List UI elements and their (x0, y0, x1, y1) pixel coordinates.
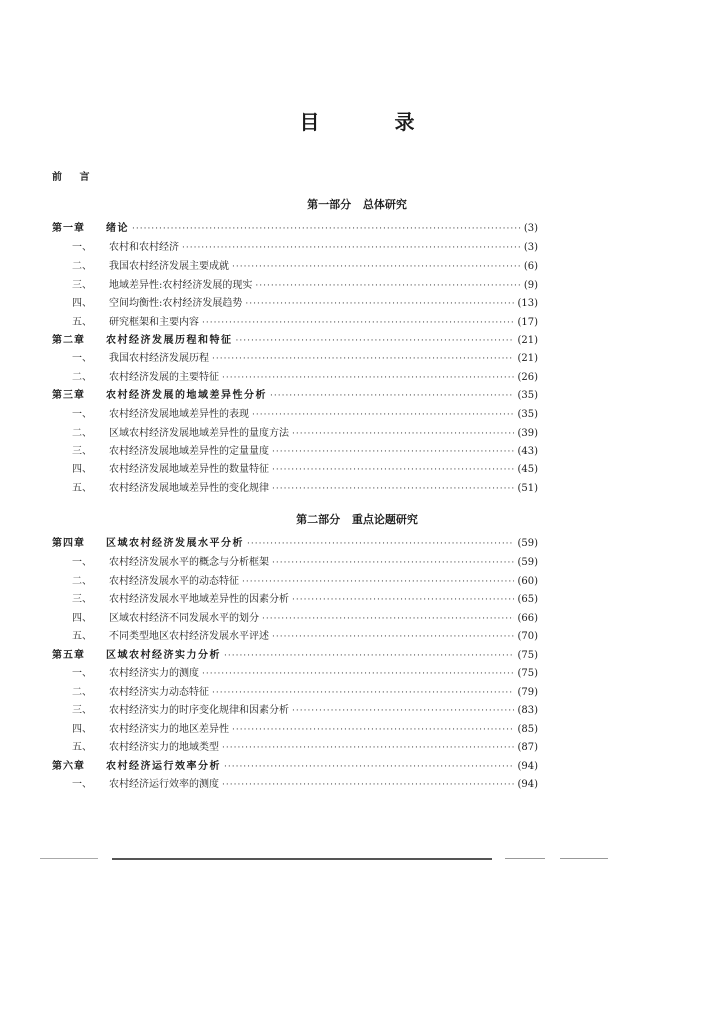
toc-chapter-1 (52, 221, 538, 237)
toc-page: (13) (517, 298, 538, 309)
toc-section (52, 703, 538, 719)
toc-section (52, 685, 538, 701)
toc-section (52, 777, 538, 793)
toc-page: (65) (517, 594, 538, 605)
page-title: 目 录 (299, 110, 449, 134)
leader-dots (222, 370, 514, 386)
toc-section (52, 278, 538, 294)
toc-number: 第六章 (52, 761, 85, 772)
toc-section (52, 666, 538, 682)
toc-section (52, 240, 538, 256)
scan-rule (560, 858, 608, 859)
toc-title: 农村经济实力动态特征 (109, 687, 209, 698)
leader-dots (212, 685, 514, 701)
scan-rule (505, 858, 545, 859)
toc-page: (21) (517, 353, 538, 364)
toc-number: 四、 (72, 724, 92, 735)
toc-number: 四、 (72, 613, 92, 624)
toc-number: 第三章 (52, 390, 85, 401)
preface-entry: 前 言 (52, 172, 97, 183)
toc-title: 农村和农村经济 (109, 242, 179, 253)
toc-page: (43) (517, 446, 538, 457)
toc-page: (45) (517, 464, 538, 475)
toc-number: 四、 (72, 298, 92, 309)
leader-dots (252, 407, 514, 423)
toc-section (52, 629, 538, 645)
toc-page: (60) (517, 576, 538, 587)
toc-page: (3) (523, 242, 538, 253)
toc-number: 五、 (72, 742, 92, 753)
toc-page: (94) (517, 779, 538, 790)
toc-number: 二、 (72, 687, 92, 698)
toc-section (52, 592, 538, 608)
toc-title: 农村经济发展历程和特征 (106, 335, 233, 346)
toc-number: 第五章 (52, 650, 85, 661)
toc-page: (70) (517, 631, 538, 642)
toc-title: 不同类型地区农村经济发展水平评述 (109, 631, 269, 642)
toc-title: 农村经济发展的地域差异性分析 (106, 390, 267, 401)
leader-dots (292, 592, 514, 608)
leader-dots (132, 221, 521, 237)
toc-title: 农村经济实力的地域类型 (109, 742, 219, 753)
toc-section (52, 722, 538, 738)
leader-dots (272, 555, 514, 571)
toc-number: 一、 (72, 668, 92, 679)
toc-number: 三、 (72, 594, 92, 605)
toc-title: 农村经济发展地域差异性的定量量度 (109, 446, 269, 457)
toc-number: 四、 (72, 464, 92, 475)
leader-dots (262, 611, 514, 627)
toc-number: 一、 (72, 779, 92, 790)
toc-number: 一、 (72, 242, 92, 253)
toc-title: 地域差异性:农村经济发展的现实 (109, 280, 253, 291)
toc-title: 区域农村经济发展水平分析 (106, 538, 244, 549)
toc-section (52, 555, 538, 571)
leader-dots (202, 666, 514, 682)
toc-section (52, 296, 538, 312)
toc-chapter-3 (52, 388, 538, 404)
toc-page: (17) (517, 317, 538, 328)
toc-section (52, 481, 538, 497)
toc-page: (94) (517, 761, 538, 772)
toc-number: 三、 (72, 446, 92, 457)
leader-dots (272, 462, 514, 478)
leader-dots (247, 536, 514, 552)
toc-title: 农村经济发展水平地域差异性的因素分析 (109, 594, 289, 605)
toc-number: 第一章 (52, 223, 85, 234)
toc-page: (66) (517, 613, 538, 624)
leader-dots (245, 296, 514, 312)
toc-section (52, 351, 538, 367)
leader-dots (232, 722, 514, 738)
toc-page: (59) (517, 538, 538, 549)
toc-section (52, 315, 538, 331)
toc-number: 一、 (72, 557, 92, 568)
leader-dots (272, 629, 514, 645)
toc-section (52, 370, 538, 386)
toc-title: 农村经济发展水平的概念与分析框架 (109, 557, 269, 568)
toc-page: (51) (517, 483, 538, 494)
toc-page: (85) (517, 724, 538, 735)
toc-page: (83) (517, 705, 538, 716)
toc-page: (75) (517, 668, 538, 679)
leader-dots (224, 648, 514, 664)
leader-dots (292, 703, 514, 719)
toc-number: 二、 (72, 428, 92, 439)
part-two-heading: 第二部分 重点论题研究 (296, 513, 418, 526)
toc-section (52, 426, 538, 442)
toc-number: 二、 (72, 261, 92, 272)
leader-dots (255, 278, 520, 294)
toc-page: (87) (517, 742, 538, 753)
toc-number: 五、 (72, 317, 92, 328)
toc-number: 一、 (72, 409, 92, 420)
toc-title: 绪论 (106, 223, 129, 234)
toc-page: (21) (517, 335, 538, 346)
toc-title: 空间均衡性:农村经济发展趋势 (109, 298, 243, 309)
toc-section (52, 259, 538, 275)
leader-dots (270, 388, 514, 404)
scan-rule (40, 858, 98, 859)
leader-dots (292, 426, 514, 442)
toc-number: 一、 (72, 353, 92, 364)
toc-title: 我国农村经济发展历程 (109, 353, 209, 364)
toc-page: (35) (517, 390, 538, 401)
toc-page: (35) (517, 409, 538, 420)
toc-title: 农村经济运行效率的测度 (109, 779, 219, 790)
toc-number: 三、 (72, 705, 92, 716)
toc-page: (26) (517, 372, 538, 383)
toc-title: 区域农村经济发展地域差异性的量度方法 (109, 428, 289, 439)
toc-number: 二、 (72, 372, 92, 383)
toc-title: 区域农村经济不同发展水平的划分 (109, 613, 259, 624)
toc-number: 二、 (72, 576, 92, 587)
part-one-heading: 第一部分 总体研究 (307, 198, 407, 211)
toc-page: (39) (517, 428, 538, 439)
leader-dots (212, 351, 514, 367)
toc-page: (3) (523, 223, 538, 234)
toc-section (52, 740, 538, 756)
toc-section (52, 574, 538, 590)
leader-dots (272, 444, 514, 460)
toc-title: 研究框架和主要内容 (109, 317, 199, 328)
toc-page: (9) (523, 280, 538, 291)
toc-title: 农村经济发展地域差异性的数量特征 (109, 464, 269, 475)
leader-dots (272, 481, 514, 497)
toc-chapter-2 (52, 333, 538, 349)
toc-title: 农村经济实力的测度 (109, 668, 199, 679)
toc-title: 农村经济发展的主要特征 (109, 372, 219, 383)
toc-chapter-4 (52, 536, 538, 552)
toc-page: (79) (517, 687, 538, 698)
leader-dots (224, 759, 514, 775)
toc-title: 农村经济发展地域差异性的变化规律 (109, 483, 269, 494)
scan-rule (112, 858, 492, 860)
leader-dots (202, 315, 514, 331)
leader-dots (182, 240, 521, 256)
leader-dots (222, 777, 514, 793)
toc-chapter-5 (52, 648, 538, 664)
toc-section (52, 462, 538, 478)
toc-section (52, 407, 538, 423)
toc-title: 农村经济实力的时序变化规律和因素分析 (109, 705, 289, 716)
toc-chapter-6 (52, 759, 538, 775)
leader-dots (242, 574, 514, 590)
toc-page: (75) (517, 650, 538, 661)
toc-number: 第二章 (52, 335, 85, 346)
toc-title: 区域农村经济实力分析 (106, 650, 221, 661)
toc-number: 五、 (72, 483, 92, 494)
leader-dots (236, 333, 515, 349)
toc-title: 农村经济实力的地区差异性 (109, 724, 229, 735)
toc-title: 农村经济运行效率分析 (106, 761, 221, 772)
toc-title: 农村经济发展水平的动态特征 (109, 576, 239, 587)
toc-number: 五、 (72, 631, 92, 642)
toc-page: (6) (523, 261, 538, 272)
leader-dots (232, 259, 521, 275)
leader-dots (222, 740, 514, 756)
toc-page: (59) (517, 557, 538, 568)
toc-title: 农村经济发展地域差异性的表现 (109, 409, 249, 420)
toc-section (52, 444, 538, 460)
toc-number: 第四章 (52, 538, 85, 549)
toc-number: 三、 (72, 280, 92, 291)
toc-title: 我国农村经济发展主要成就 (109, 261, 229, 272)
toc-section (52, 611, 538, 627)
